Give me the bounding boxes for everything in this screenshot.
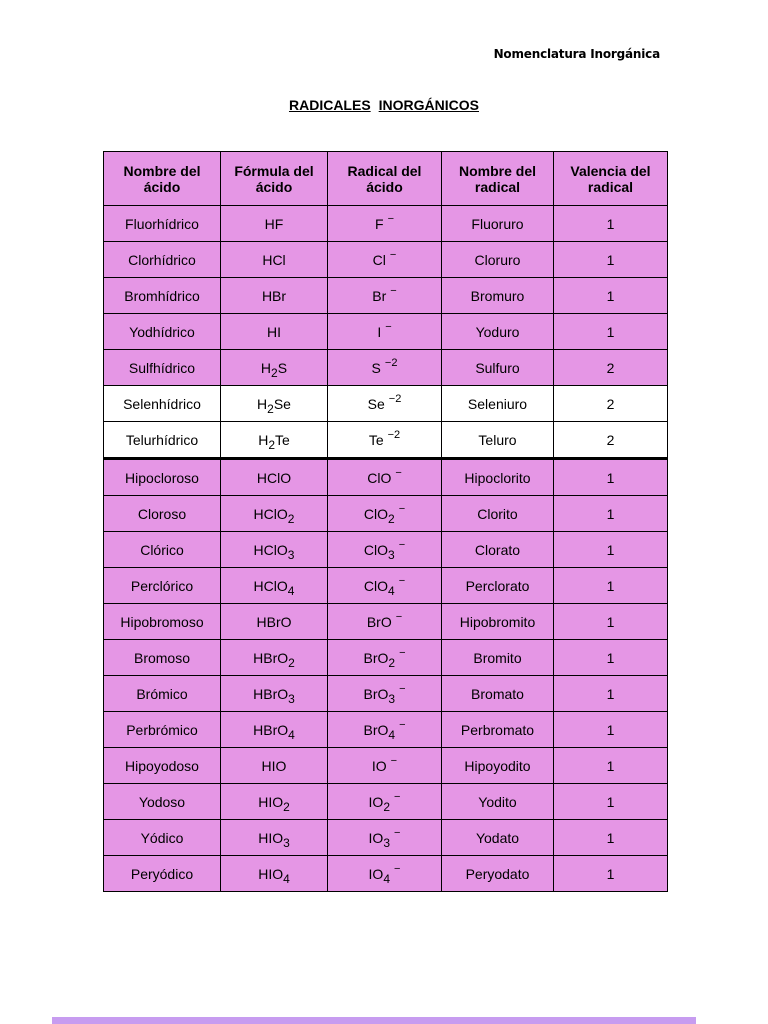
acid-radical-cell: IO − <box>328 748 442 784</box>
acid-radical-cell: $IO_3^-$ <box>328 820 442 856</box>
table-row <box>104 459 668 496</box>
acid-formula-cell: $H_2S$ <box>221 350 328 386</box>
acid-radical-cell: BrO$_2$− <box>328 640 442 676</box>
acid-radical-cell: F − <box>328 206 442 242</box>
acid-formula-cell: HClO <box>221 459 328 496</box>
acid-name-cell: Cloroso <box>104 496 221 532</box>
acid-name-cell: Yodhídrico <box>104 314 221 350</box>
acid-formula-cell: HI <box>221 314 328 350</box>
acid-radical-cell: Se $^{-2}$ <box>328 386 442 422</box>
table-row <box>104 604 668 640</box>
table-row <box>104 242 668 278</box>
table-row <box>104 386 668 422</box>
radical-name-cell: Seleniuro <box>442 386 554 422</box>
acid-radical-cell: BrO − <box>328 604 442 640</box>
table-row <box>104 350 668 386</box>
radical-valence-cell: 1 <box>554 676 668 712</box>
acid-formula-cell: $H_2Te$ <box>221 422 328 459</box>
table-row <box>104 496 668 532</box>
acid-name-cell: Telurhídrico <box>104 422 221 459</box>
radical-name-cell: Yodato <box>442 820 554 856</box>
acid-name-cell: Perclórico <box>104 568 221 604</box>
radical-valence-cell: 1 <box>554 206 668 242</box>
col-header-acid-radical: Radical del ácido <box>328 152 442 206</box>
acid-name-cell: Bromoso <box>104 640 221 676</box>
acid-radical-cell: ClO$_3$− <box>328 532 442 568</box>
document-title <box>0 97 768 113</box>
acid-formula-cell: HBrO$_2$ <box>221 640 328 676</box>
acid-name-cell: Sulfhídrico <box>104 350 221 386</box>
acid-name-cell: Yodoso <box>104 784 221 820</box>
table-row <box>104 712 668 748</box>
acid-radical-cell: $IO_2^-$ <box>328 784 442 820</box>
acid-name-cell: Hipoyodoso <box>104 748 221 784</box>
acid-radical-cell: $IO_4^-$ <box>328 856 442 892</box>
acid-formula-cell: $H_2Se$ <box>221 386 328 422</box>
col-header-radical-valence: Valencia del radical <box>554 152 668 206</box>
radical-valence-cell: 1 <box>554 604 668 640</box>
acid-radical-cell: Te $^{-2}$ <box>328 422 442 459</box>
radical-valence-cell: 1 <box>554 314 668 350</box>
radical-name-cell: Teluro <box>442 422 554 459</box>
acid-name-cell: Bromhídrico <box>104 278 221 314</box>
radical-valence-cell: 1 <box>554 459 668 496</box>
radical-name-cell: Hipobromito <box>442 604 554 640</box>
title-word-inorganicos: INORGÁNICOS <box>378 97 479 113</box>
table-row <box>104 784 668 820</box>
radical-valence-cell: 1 <box>554 242 668 278</box>
table-row <box>104 676 668 712</box>
table-row <box>104 422 668 459</box>
acid-name-cell: Clorhídrico <box>104 242 221 278</box>
acid-radical-cell: I − <box>328 314 442 350</box>
acid-formula-cell: HBrO <box>221 604 328 640</box>
radical-name-cell: Sulfuro <box>442 350 554 386</box>
radical-valence-cell: 2 <box>554 422 668 459</box>
radical-name-cell: Clorito <box>442 496 554 532</box>
acid-formula-cell: HBr <box>221 278 328 314</box>
radical-valence-cell: 1 <box>554 532 668 568</box>
radical-valence-cell: 1 <box>554 748 668 784</box>
radical-name-cell: Cloruro <box>442 242 554 278</box>
radical-name-cell: Bromato <box>442 676 554 712</box>
acid-radical-cell: Cl − <box>328 242 442 278</box>
radical-valence-cell: 2 <box>554 386 668 422</box>
radical-valence-cell: 1 <box>554 820 668 856</box>
acid-name-cell: Yódico <box>104 820 221 856</box>
acid-formula-cell: HClO$_3$ <box>221 532 328 568</box>
radical-name-cell: Peryodato <box>442 856 554 892</box>
radical-name-cell: Fluoruro <box>442 206 554 242</box>
acid-name-cell: Brómico <box>104 676 221 712</box>
table-body <box>104 206 668 892</box>
radical-valence-cell: 1 <box>554 784 668 820</box>
acid-radical-cell: ClO$_4$− <box>328 568 442 604</box>
table-row <box>104 640 668 676</box>
acid-formula-cell: HBrO$_3$ <box>221 676 328 712</box>
acid-radical-cell: Br − <box>328 278 442 314</box>
acid-name-cell: Perbrómico <box>104 712 221 748</box>
radical-name-cell: Perclorato <box>442 568 554 604</box>
radical-valence-cell: 1 <box>554 278 668 314</box>
table-row <box>104 314 668 350</box>
running-header-title: Nomenclatura Inorgánica <box>493 47 660 61</box>
acid-name-cell: Clórico <box>104 532 221 568</box>
acid-radical-cell: BrO$_3$− <box>328 676 442 712</box>
acid-formula-cell: $HIO_3$ <box>221 820 328 856</box>
table-row <box>104 820 668 856</box>
radical-name-cell: Hipoyodito <box>442 748 554 784</box>
acid-formula-cell: HBrO$_4$ <box>221 712 328 748</box>
acid-formula-cell: HClO$_2$ <box>221 496 328 532</box>
radical-name-cell: Bromito <box>442 640 554 676</box>
col-header-acid-formula: Fórmula del ácido <box>221 152 328 206</box>
acid-radical-cell: BrO$_4$− <box>328 712 442 748</box>
acid-name-cell: Fluorhídrico <box>104 206 221 242</box>
title-word-radicales: RADICALES <box>288 97 371 113</box>
acid-radical-cell: ClO − <box>328 459 442 496</box>
acid-formula-cell: HCl <box>221 242 328 278</box>
radical-valence-cell: 1 <box>554 640 668 676</box>
radical-name-cell: Hipoclorito <box>442 459 554 496</box>
radical-name-cell: Clorato <box>442 532 554 568</box>
table-row <box>104 206 668 242</box>
table-row <box>104 748 668 784</box>
acid-name-cell: Hipocloroso <box>104 459 221 496</box>
footer-bar <box>52 1017 696 1024</box>
table-row <box>104 856 668 892</box>
radical-name-cell: Yoduro <box>442 314 554 350</box>
table-row <box>104 532 668 568</box>
acid-radical-cell: ClO$_2$− <box>328 496 442 532</box>
acid-name-cell: Peryódico <box>104 856 221 892</box>
radical-valence-cell: 1 <box>554 856 668 892</box>
acid-name-cell: Hipobromoso <box>104 604 221 640</box>
radicals-table <box>103 151 668 892</box>
col-header-acid-name: Nombre del ácido <box>104 152 221 206</box>
radical-valence-cell: 2 <box>554 350 668 386</box>
radical-valence-cell: 1 <box>554 496 668 532</box>
radical-valence-cell: 1 <box>554 712 668 748</box>
radical-name-cell: Yodito <box>442 784 554 820</box>
table-header-row <box>104 152 668 206</box>
table-row <box>104 568 668 604</box>
acid-formula-cell: HIO <box>221 748 328 784</box>
acid-name-cell: Selenhídrico <box>104 386 221 422</box>
radical-name-cell: Bromuro <box>442 278 554 314</box>
acid-formula-cell: HF <box>221 206 328 242</box>
acid-formula-cell: HClO$_4$ <box>221 568 328 604</box>
acid-formula-cell: $HIO_2$ <box>221 784 328 820</box>
acid-radical-cell: S $^{-2}$ <box>328 350 442 386</box>
radical-valence-cell: 1 <box>554 568 668 604</box>
table-row <box>104 278 668 314</box>
col-header-radical-name: Nombre del radical <box>442 152 554 206</box>
radical-name-cell: Perbromato <box>442 712 554 748</box>
acid-formula-cell: $HIO_4$ <box>221 856 328 892</box>
